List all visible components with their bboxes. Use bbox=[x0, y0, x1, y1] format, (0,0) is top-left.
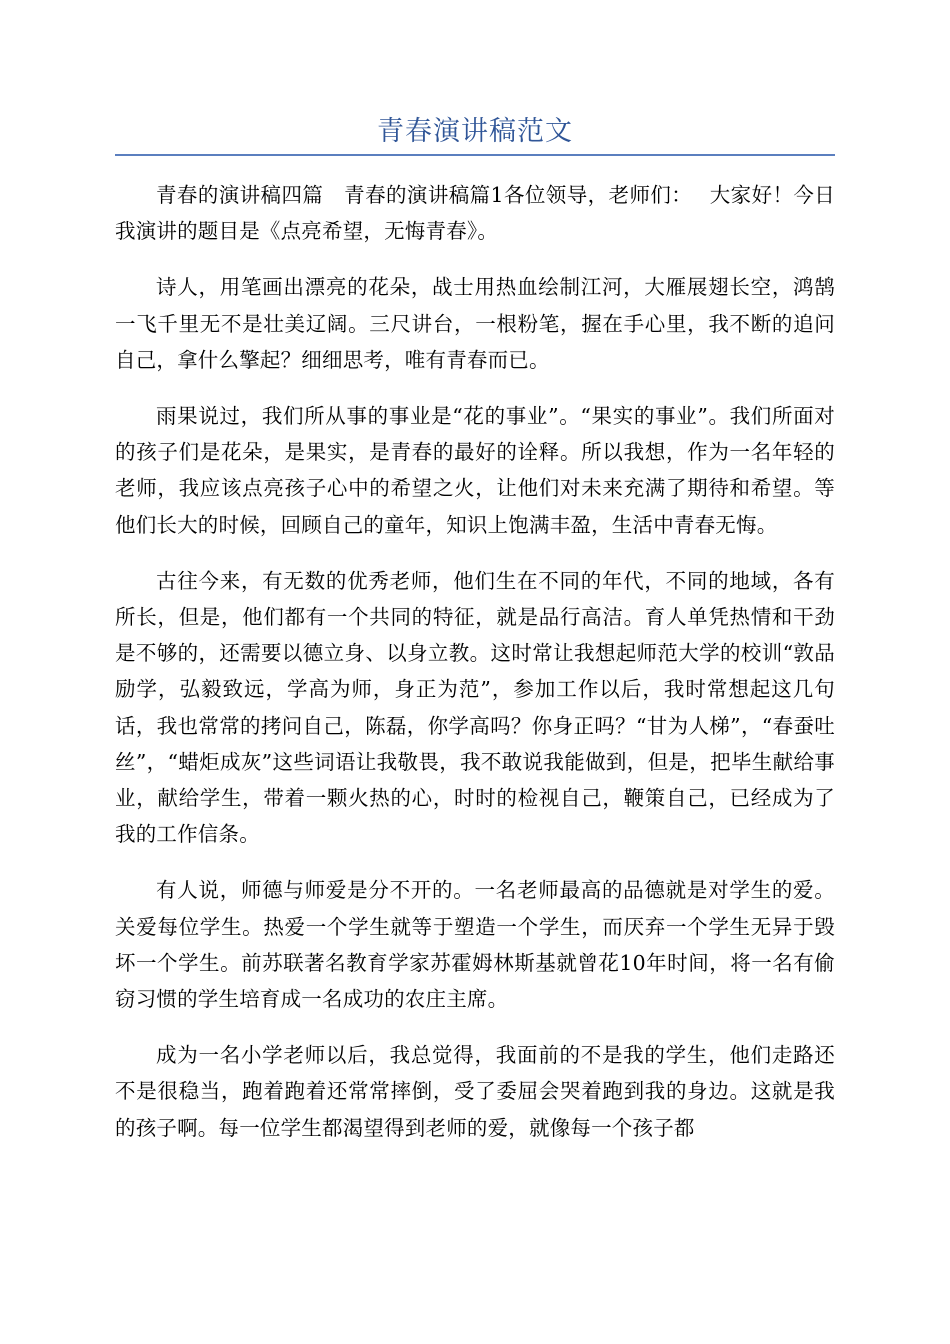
paragraph-2: 诗人，用笔画出漂亮的花朵，战士用热血绘制江河，大雁展翅长空，鸿鹄一飞千里无不是壮美辽阔。三尺讲台，一根粉笔，握在手心里，我不断的追问自己，拿什么擎起？细细思考，唯有青春而已。 bbox=[115, 275, 835, 372]
paragraph-6: 成为一名小学老师以后，我总觉得，我面前的不是我的学生，他们走路还不是很稳当，跑着跑着还常常摔倒，受了委屈会哭着跑到我的身边。这就是我的孩子啊。每一位学生都渴望得到老师的爱，就像每一个孩子都 bbox=[115, 1043, 835, 1140]
document-body bbox=[115, 177, 835, 1166]
page-title: 青春演讲稿范文 bbox=[377, 116, 573, 147]
paragraph-4: 古往今来，有无数的优秀老师，他们生在不同的年代，不同的地域，各有所长，但是，他们都有一个共同的特征，就是品行高洁。育人单凭热情和干劲是不够的，还需要以德立身、以身立教。这时常让我想起师范大学的校训“敦品励学，弘毅致远，学高为师，身正为范”，参加工作以后，我时常想起这几句话，我也常常的拷问自己，陈磊，你学高吗？你身正吗？“甘为人梯”，“春蚕吐丝”，“蜡炬成灰”这些词语让我敬畏，我不敢说我能做到，但是，把毕生献给事业，献给学生，带着一颗火热的心，时时的检视自己，鞭策自己，已经成为了我的工作信条。 bbox=[115, 568, 835, 847]
title-underline bbox=[115, 154, 835, 156]
paragraph-1: 青春的演讲稿四篇 青春的演讲稿篇1各位领导，老师们： 大家好！今日我演讲的题目是《点亮希望，无悔青春》。 bbox=[115, 183, 835, 244]
paragraph-3: 雨果说过，我们所从事的事业是“花的事业”。“果实的事业”。我们所面对的孩子们是花朵，是果实，是青春的最好的诠释。所以我想，作为一名年轻的老师，我应该点亮孩子心中的希望之火，让他们对未来充满了期待和希望。等他们长大的时候，回顾自己的童年，知识上饱满丰盈，生活中青春无悔。 bbox=[115, 404, 835, 537]
paragraph-5: 有人说，师德与师爱是分不开的。一名老师最高的品德就是对学生的爱。关爱每位学生。热爱一个学生就等于塑造一个学生，而厌弃一个学生无异于毁坏一个学生。前苏联著名教育学家苏霍姆林斯基就曾花10年时间，将一名有偷窃习惯的学生培育成一名成功的农庄主席。 bbox=[115, 878, 835, 1012]
